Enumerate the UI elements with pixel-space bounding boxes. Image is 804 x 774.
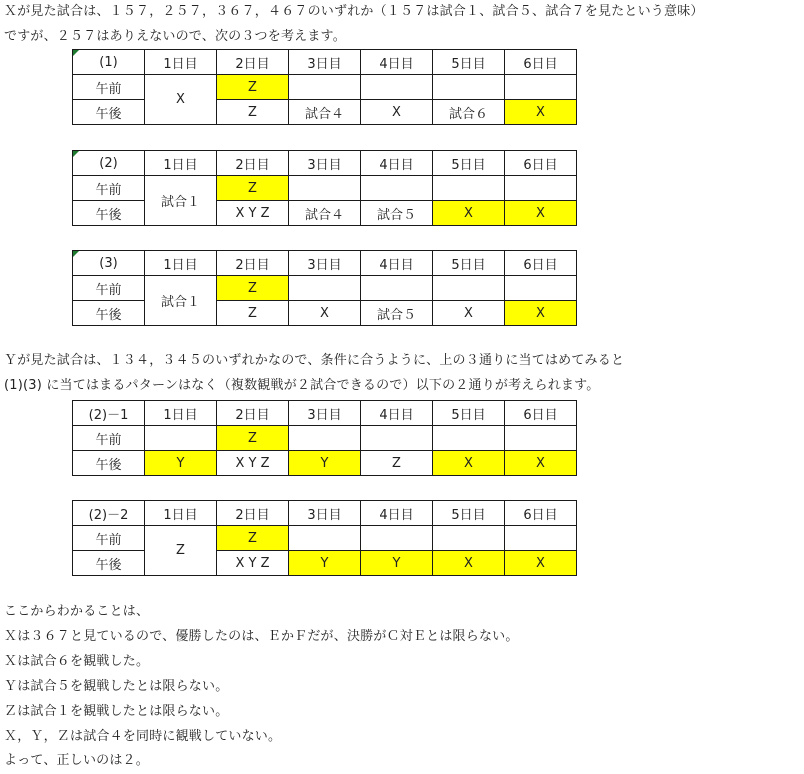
schedule-cell: X Y Z — [217, 451, 289, 476]
am-row — [73, 176, 577, 201]
schedule-table-3 — [72, 250, 577, 326]
schedule-cell — [505, 176, 577, 201]
schedule-cell: Z — [217, 301, 289, 326]
middle-line-1: Ｙが見た試合は、１３４，３４５のいずれかなので、条件に合うように、上の３通りに当てはめてみると — [4, 353, 625, 368]
schedule-cell: X — [433, 301, 505, 326]
am-label: 午前 — [73, 176, 145, 201]
schedule-cell: X Y Z — [217, 551, 289, 576]
schedule-cell — [145, 426, 217, 451]
schedule-cell: Z — [217, 176, 289, 201]
schedule-cell: Z — [217, 276, 289, 301]
conclusion-line-6: Ｘ，Ｙ，Ｚは試合４を同時に観戦していない。 — [4, 729, 282, 744]
day1-merged-cell: X — [145, 75, 217, 125]
schedule-cell — [361, 426, 433, 451]
schedule-cell: Y — [361, 551, 433, 576]
schedule-table-2 — [72, 150, 577, 226]
day-header: 5日目 — [433, 401, 505, 426]
schedule-cell: Z — [217, 75, 289, 100]
schedule-cell — [361, 176, 433, 201]
table-label: (2)－2 — [73, 501, 145, 526]
schedule-cell: Z — [361, 451, 433, 476]
intro-line-1: Ｘが見た試合は、１５７，２５７，３６７，４６７のいずれか（１５７は試合１、試合５、試合７を見たという意味） — [4, 4, 704, 19]
day1-merged-cell: 試合１ — [145, 176, 217, 226]
day-header: 5日目 — [433, 50, 505, 75]
am-row — [73, 426, 577, 451]
schedule-cell: X — [433, 551, 505, 576]
schedule-cell: X — [289, 301, 361, 326]
day-header: 4日目 — [361, 151, 433, 176]
schedule-cell — [289, 526, 361, 551]
day-header: 6日目 — [505, 50, 577, 75]
schedule-cell — [433, 75, 505, 100]
schedule-table-2-2 — [72, 500, 577, 576]
schedule-cell: X — [361, 100, 433, 125]
am-row — [73, 526, 577, 551]
day-header: 4日目 — [361, 501, 433, 526]
conclusion-line-7: よって、正しいのは２。 — [4, 753, 149, 768]
schedule-cell — [361, 75, 433, 100]
intro-line-2: ですが、２５７はありえないので、次の３つを考えます。 — [4, 29, 346, 44]
am-label: 午前 — [73, 426, 145, 451]
day-header: 1日目 — [145, 401, 217, 426]
schedule-cell — [433, 176, 505, 201]
am-row — [73, 276, 577, 301]
day-header: 3日目 — [289, 501, 361, 526]
day-header: 2日目 — [217, 50, 289, 75]
schedule-cell: Y — [145, 451, 217, 476]
day-header: 1日目 — [145, 50, 217, 75]
schedule-cell: X Y Z — [217, 201, 289, 226]
table-header-row — [73, 50, 577, 75]
table-label: (1) — [73, 50, 145, 75]
schedule-cell: X — [433, 201, 505, 226]
pm-label: 午後 — [73, 551, 145, 576]
schedule-cell — [289, 176, 361, 201]
conclusion-line-1: ここからわかることは、 — [4, 604, 150, 619]
day1-merged-cell: 試合１ — [145, 276, 217, 326]
schedule-cell — [433, 526, 505, 551]
day-header: 2日目 — [217, 151, 289, 176]
day-header: 6日目 — [505, 401, 577, 426]
table-label: (3) — [73, 251, 145, 276]
schedule-cell: Z — [217, 526, 289, 551]
conclusion-line-2: Ｘは３６７と見ているので、優勝したのは、ＥかＦだが、決勝がＣ対Ｅとは限らない。 — [4, 629, 519, 644]
day-header: 2日目 — [217, 501, 289, 526]
day-header: 3日目 — [289, 50, 361, 75]
pm-label: 午後 — [73, 201, 145, 226]
day-header: 5日目 — [433, 501, 505, 526]
day-header: 6日目 — [505, 501, 577, 526]
schedule-table-1 — [72, 49, 577, 125]
table-header-row — [73, 151, 577, 176]
pm-label: 午後 — [73, 451, 145, 476]
day-header: 6日目 — [505, 251, 577, 276]
schedule-cell — [505, 426, 577, 451]
schedule-cell: X — [505, 451, 577, 476]
pm-label: 午後 — [73, 100, 145, 125]
table-label: (2) — [73, 151, 145, 176]
day-header: 3日目 — [289, 401, 361, 426]
schedule-cell: 試合５ — [361, 301, 433, 326]
conclusion-line-3: Ｘは試合６を観戦した。 — [4, 654, 150, 669]
pm-row — [73, 451, 577, 476]
am-label: 午前 — [73, 75, 145, 100]
am-row — [73, 75, 577, 100]
day-header: 6日目 — [505, 151, 577, 176]
schedule-cell — [289, 75, 361, 100]
middle-line-2: (1)(3) に当てはまるパターンはなく（複数観戦が２試合できるので）以下の２通りが考えられます。 — [4, 378, 600, 393]
table-label: (2)－1 — [73, 401, 145, 426]
schedule-cell: Z — [217, 426, 289, 451]
schedule-cell: 試合４ — [289, 100, 361, 125]
schedule-cell: X — [505, 551, 577, 576]
schedule-cell — [361, 526, 433, 551]
schedule-cell — [289, 276, 361, 301]
schedule-cell — [289, 426, 361, 451]
day-header: 3日目 — [289, 251, 361, 276]
table-header-row — [73, 401, 577, 426]
table-header-row — [73, 251, 577, 276]
schedule-cell: 試合６ — [433, 100, 505, 125]
day-header: 1日目 — [145, 501, 217, 526]
day-header: 4日目 — [361, 251, 433, 276]
am-label: 午前 — [73, 276, 145, 301]
day-header: 4日目 — [361, 401, 433, 426]
schedule-cell — [433, 426, 505, 451]
day-header: 5日目 — [433, 251, 505, 276]
schedule-cell: X — [433, 451, 505, 476]
schedule-cell — [505, 75, 577, 100]
schedule-table-2-1 — [72, 400, 577, 476]
day1-merged-cell: Z — [145, 526, 217, 576]
day-header: 1日目 — [145, 151, 217, 176]
schedule-cell: Y — [289, 451, 361, 476]
schedule-cell: 試合５ — [361, 201, 433, 226]
schedule-cell: 試合４ — [289, 201, 361, 226]
schedule-cell — [505, 276, 577, 301]
day-header: 2日目 — [217, 401, 289, 426]
day-header: 4日目 — [361, 50, 433, 75]
day-header: 5日目 — [433, 151, 505, 176]
schedule-cell: Z — [217, 100, 289, 125]
day-header: 1日目 — [145, 251, 217, 276]
schedule-cell — [505, 526, 577, 551]
schedule-cell — [433, 276, 505, 301]
pm-label: 午後 — [73, 301, 145, 326]
day-header: 3日目 — [289, 151, 361, 176]
table-header-row — [73, 501, 577, 526]
schedule-cell: X — [505, 201, 577, 226]
schedule-cell: X — [505, 301, 577, 326]
schedule-cell — [361, 276, 433, 301]
schedule-cell: X — [505, 100, 577, 125]
schedule-cell: Y — [289, 551, 361, 576]
day-header: 2日目 — [217, 251, 289, 276]
conclusion-line-4: Ｙは試合５を観戦したとは限らない。 — [4, 679, 229, 694]
am-label: 午前 — [73, 526, 145, 551]
conclusion-line-5: Ｚは試合１を観戦したとは限らない。 — [4, 704, 229, 719]
